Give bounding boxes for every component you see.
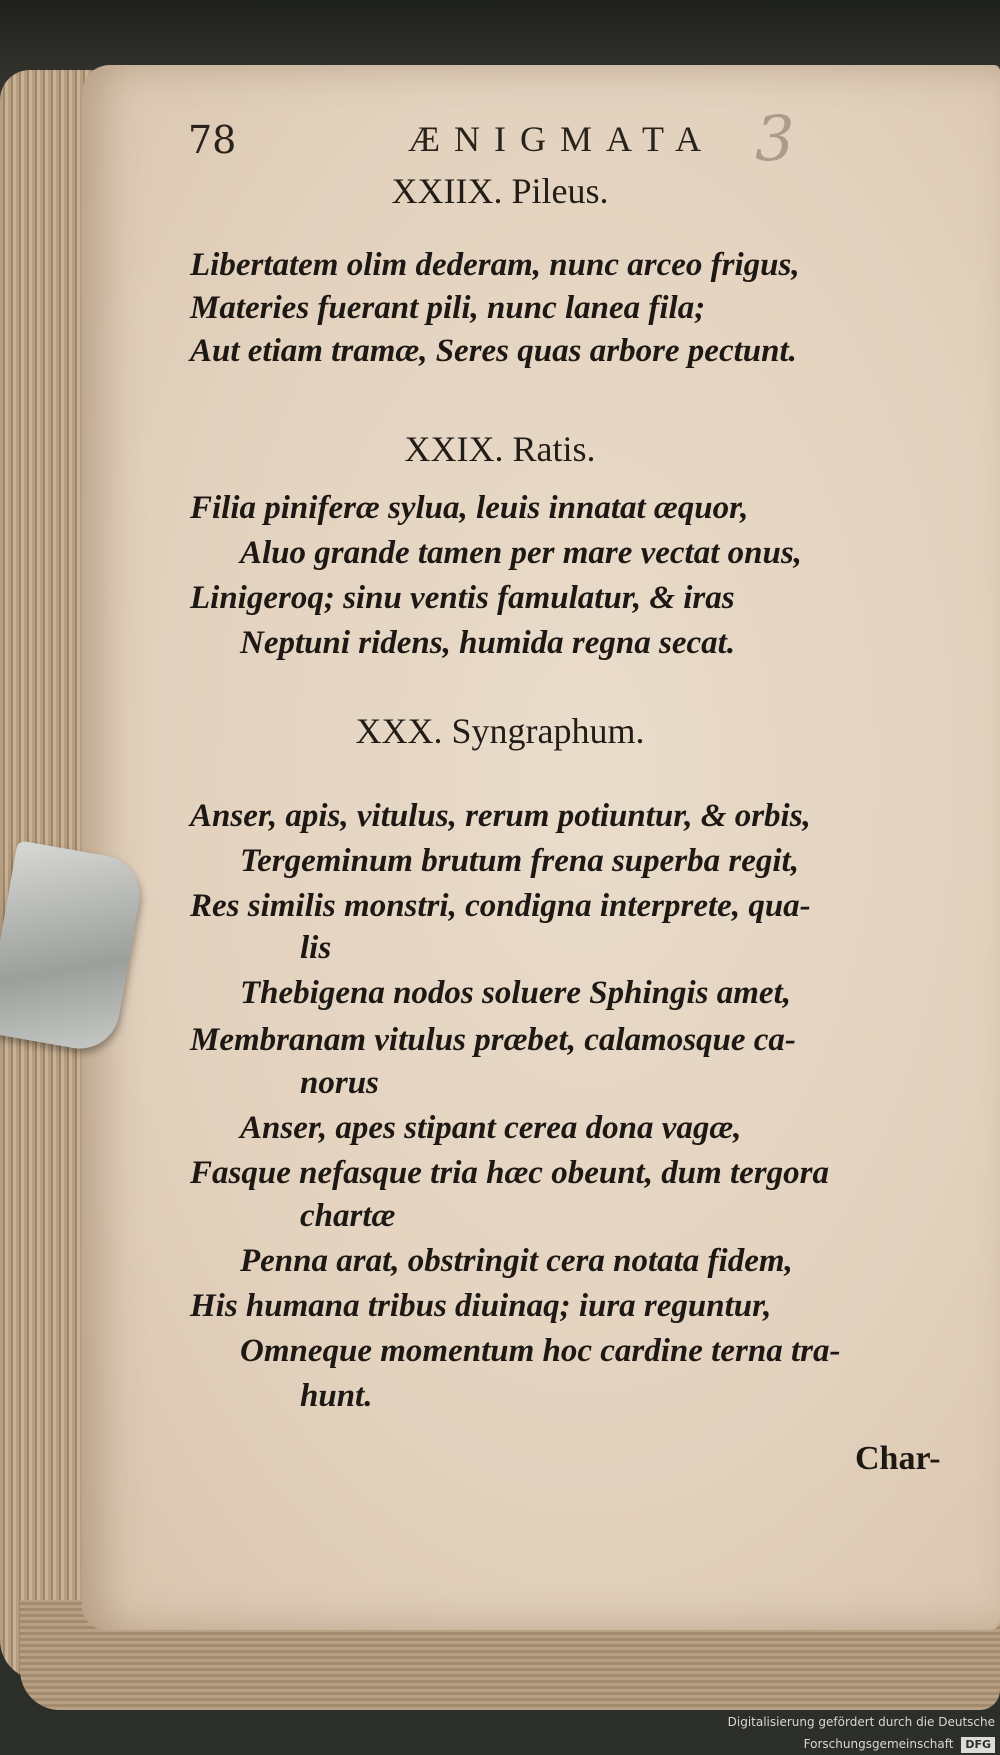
- section-heading: XXIIX. Pileus.: [391, 171, 609, 211]
- section-heading: XXX. Syngraphum.: [355, 711, 645, 751]
- verse-line: Thebigena nodos soluere Sphingis amet,: [240, 975, 791, 1011]
- verse-line: hunt.: [300, 1378, 373, 1414]
- verse-line: Fasque nefasque tria hæc obeunt, dum tergora: [190, 1155, 829, 1191]
- verse-line: norus: [300, 1065, 379, 1101]
- verse-line: Anser, apis, vitulus, rerum potiuntur, & orbis,: [190, 798, 811, 834]
- verse-line: Linigeroq; sinu ventis famulatur, & iras: [190, 580, 735, 616]
- verse-line: lis: [300, 930, 332, 966]
- verse-line: Anser, apes stipant cerea dona vagæ,: [240, 1110, 742, 1146]
- dfg-logo: DFG: [961, 1737, 995, 1753]
- section-heading: XXIX. Ratis.: [404, 429, 596, 469]
- verse-line: Aut etiam tramæ, Seres quas arbore pectunt.: [190, 333, 797, 369]
- catchword: Char-: [855, 1440, 941, 1477]
- running-title: ÆNIGMATA: [408, 119, 716, 159]
- page-number: 78: [188, 118, 237, 162]
- pencil-annotation: 3: [755, 102, 795, 175]
- verse-line: Tergeminum brutum frena superba regit,: [240, 843, 799, 879]
- verse-line: Res similis monstri, condigna interprete, qua-: [190, 888, 811, 924]
- verse-line: Membranam vitulus præbet, calamosque ca-: [190, 1022, 796, 1058]
- verse-line: His humana tribus diuinaq; iura reguntur,: [190, 1288, 772, 1324]
- verse-line: Omneque momentum hoc cardine terna tra-: [240, 1333, 841, 1369]
- verse-line: Penna arat, obstringit cera notata fidem,: [240, 1243, 793, 1279]
- verse-line: Materies fuerant pili, nunc lanea fila;: [190, 290, 706, 326]
- page-header: [188, 118, 808, 168]
- verse-line: Filia piniferæ sylua, leuis innatat æquor,: [190, 490, 749, 526]
- digitization-credit: [575, 1711, 995, 1751]
- verse-line: Aluo grande tamen per mare vectat onus,: [240, 535, 802, 571]
- verse-line: chartæ: [300, 1198, 396, 1234]
- credit-text: Digitalisierung gefördert durch die Deutsche Forschungsgemeinschaft: [727, 1715, 995, 1751]
- verse-line: Neptuni ridens, humida regna secat.: [240, 625, 736, 661]
- verse-line: Libertatem olim dederam, nunc arceo frigus,: [190, 247, 800, 283]
